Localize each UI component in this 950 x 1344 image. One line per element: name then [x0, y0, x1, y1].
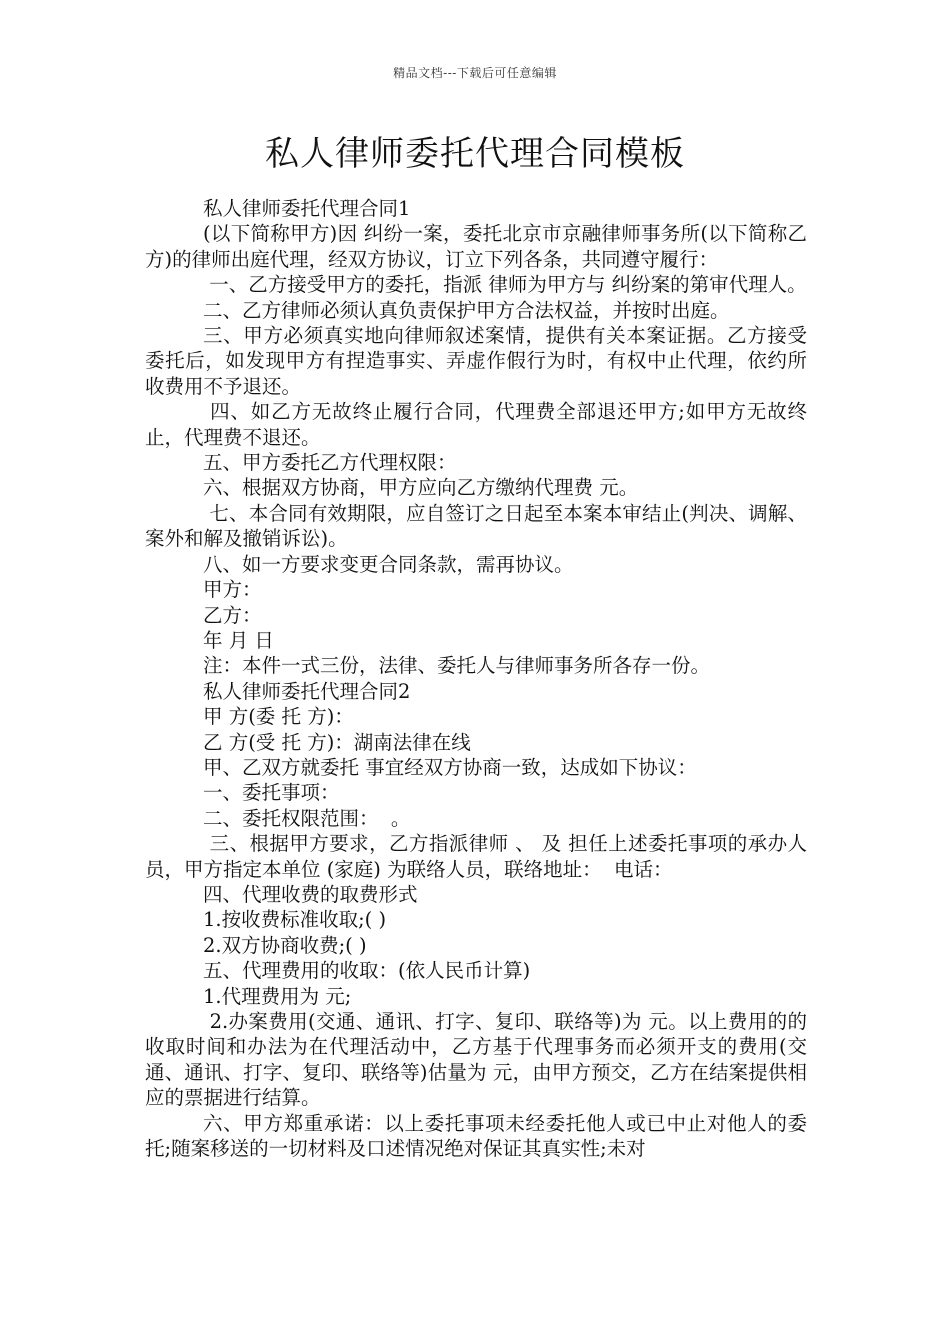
paragraph: 三、甲方必须真实地向律师叙述案情，提供有关本案证据。乙方接受委托后，如发现甲方有捏造事实、弄虚作假行为时，有权中止代理，依约所收费用不予退还。 — [145, 324, 807, 398]
header-note: 精品文档---下载后可任意编辑 — [393, 66, 557, 80]
document-title: 私人律师委托代理合同模板 — [265, 134, 685, 174]
paragraph: 四、代理收费的取费形式 — [203, 882, 418, 906]
paragraph: 四、如乙方无故终止履行合同，代理费全部退还甲方;如甲方无故终止，代理费不退还。 — [145, 400, 807, 449]
paragraph: 一、委托事项： — [203, 781, 340, 805]
paragraph: 五、代理费用的收取：(依人民币计算) — [203, 959, 531, 983]
paragraph: 六、甲方郑重承诺：以上委托事项未经委托他人或已中止对他人的委托;随案移送的一切材料及口述情况绝对保证其真实性;未对 — [145, 1111, 807, 1161]
document-body — [145, 196, 807, 1161]
paragraph: 2.双方协商收费;( ) — [203, 933, 367, 957]
paragraph: (以下简称甲方)因 纠纷一案，委托北京市京融律师事务所(以下简称乙方)的律师出庭代理，经双方协议，订立下列各条，共同遵守履行： — [145, 222, 807, 271]
paragraph: 一、乙方接受甲方的委托，指派 律师为甲方与 纠纷案的第审代理人。 — [203, 273, 807, 297]
paragraph: 八、如一方要求变更合同条款，需再协议。 — [203, 552, 574, 576]
paragraph: 五、甲方委托乙方代理权限： — [203, 451, 457, 475]
paragraph: 甲、乙双方就委托 事宜经双方协商一致，达成如下协议： — [203, 755, 697, 779]
paragraph: 六、根据双方协商，甲方应向乙方缴纳代理费 元。 — [203, 476, 639, 500]
paragraph: 甲 方(委 托 方)： — [203, 705, 354, 729]
paragraph: 二、乙方律师必须认真负责保护甲方合法权益，并按时出庭。 — [203, 298, 730, 322]
paragraph: 年 月 日 — [203, 628, 274, 652]
paragraph: 1.代理费用为 元; — [203, 984, 352, 1008]
paragraph: 二、委托权限范围： 。 — [203, 806, 411, 830]
paragraph: 注：本件一式三份，法律、委托人与律师事务所各存一份。 — [203, 654, 711, 678]
paragraph: 私人律师委托代理合同2 — [203, 679, 411, 703]
paragraph: 2.办案费用(交通、通讯、打字、复印、联络等)为 元。以上费用的的收取时间和办法为在代理活动中，乙方基于代理事务而必须开支的费用(交通、通讯、打字、复印、联络等)估量为 元，由甲方预交，乙方在结案提供相应的票据进行结算。 — [145, 1010, 807, 1110]
paragraph: 1.按收费标准收取;( ) — [203, 908, 387, 932]
paragraph: 私人律师委托代理合同1 — [203, 197, 411, 220]
paragraph: 甲方： — [203, 578, 262, 602]
paragraph: 乙 方(受 托 方)：湖南法律在线 — [203, 730, 471, 754]
paragraph: 七、本合同有效期限，应自签订之日起至本案本审结止(判决、调解、案外和解及撤销诉讼)。 — [145, 501, 808, 551]
paragraph: 乙方： — [203, 603, 262, 627]
paragraph: 三、根据甲方要求，乙方指派律师 、 及 担任上述委托事项的承办人员，甲方指定本单位 (家庭) 为联络人员，联络地址： 电话： — [145, 832, 807, 881]
